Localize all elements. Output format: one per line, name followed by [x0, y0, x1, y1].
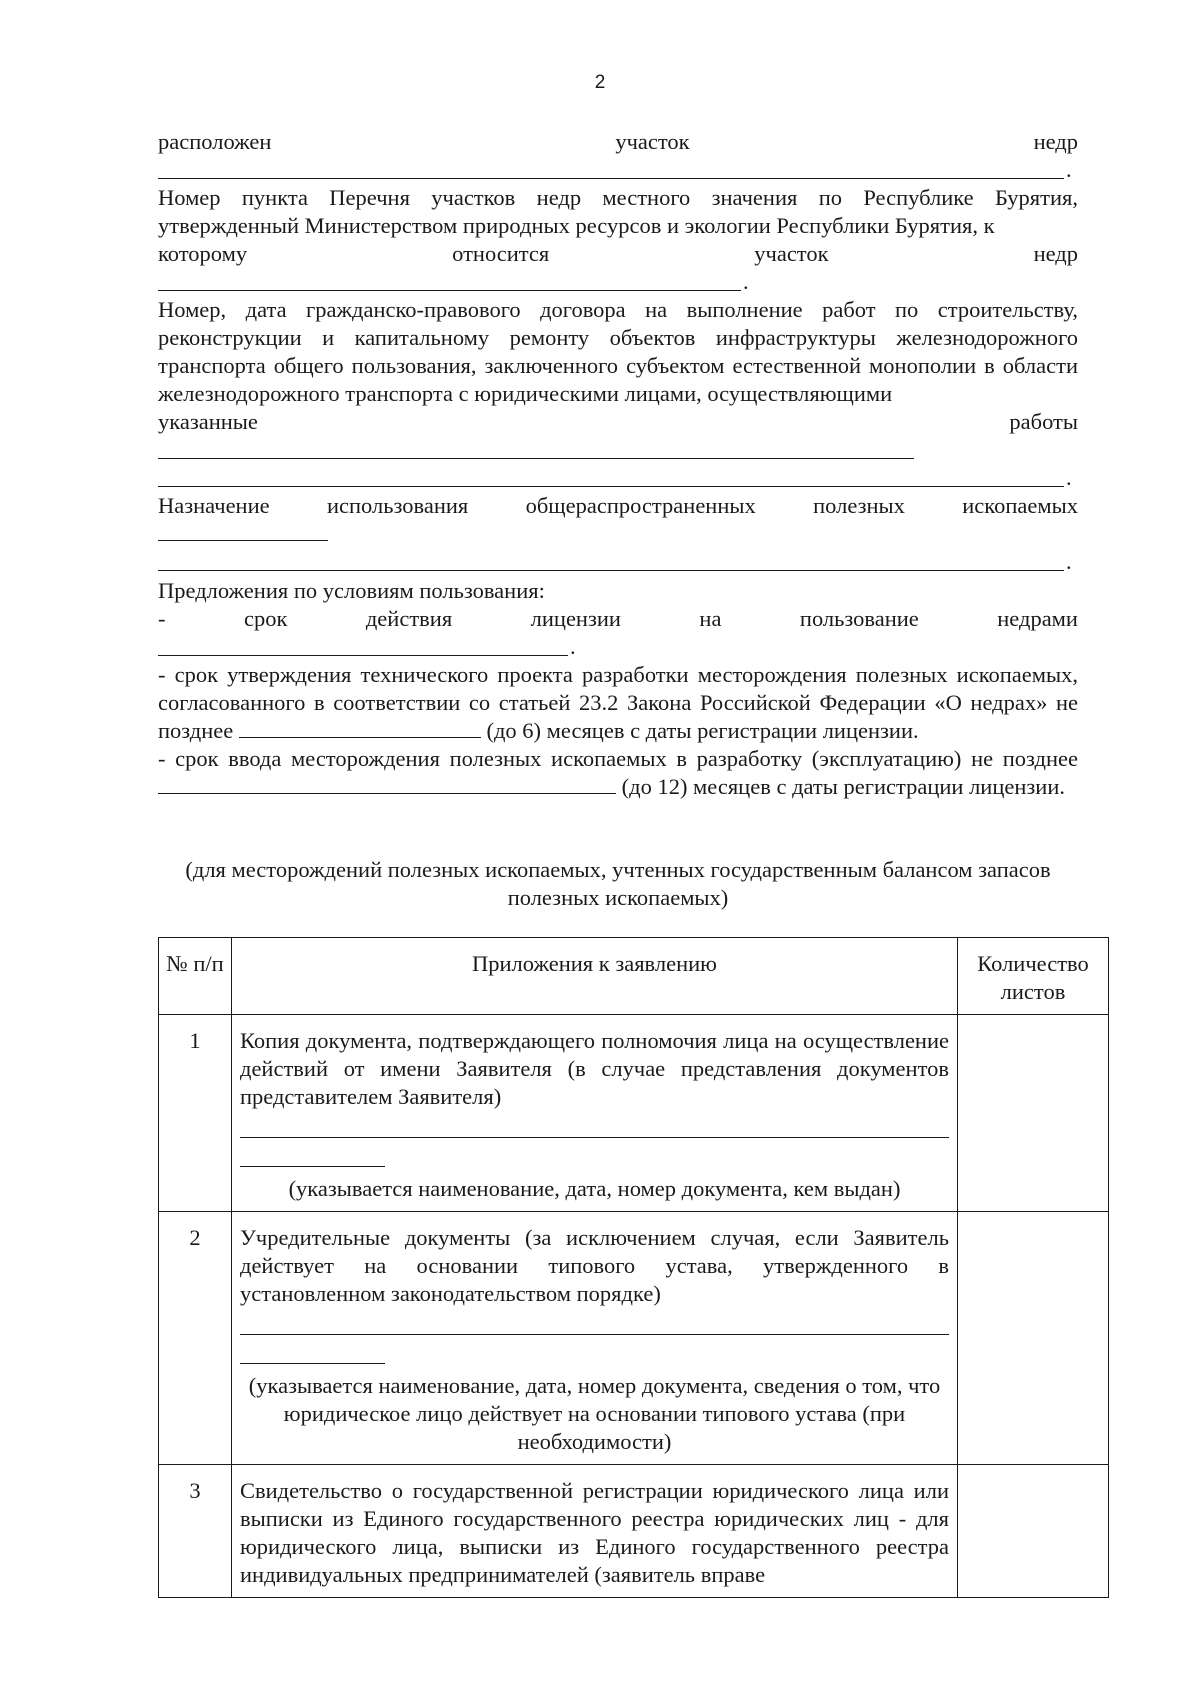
row-content: [232, 1015, 958, 1212]
header-qty: Количество листов: [958, 938, 1109, 1015]
row-num: 1: [159, 1015, 232, 1212]
list-item-paragraph: Номер пункта Перечня участков недр местного значения по Республике Бурятия, утвержденный Министерством природных ресурсов и экологии Республики Бурятия, к: [158, 185, 1078, 238]
row-blank-short[interactable]: [240, 1166, 385, 1167]
row-text: Копия документа, подтверждающего полномочия лица на осуществление действий от имени Заявителя (в случае представления документов представителем Заявителя): [240, 1028, 949, 1109]
location-row: [158, 128, 1078, 184]
word: расположен: [158, 129, 272, 154]
word: участок: [754, 241, 829, 266]
purpose-section: [158, 492, 1078, 576]
word: участок: [615, 129, 690, 154]
tech-project-text-end: (до 6) месяцев с даты регистрации лицензии.: [486, 718, 919, 743]
table-row: [159, 1212, 1109, 1465]
proposals-heading: Предложения по условиям пользования:: [158, 578, 545, 603]
commission-blank[interactable]: [158, 777, 616, 794]
proposals-section: [158, 577, 1078, 801]
location-blank[interactable]: [158, 156, 1078, 184]
period: .: [743, 269, 749, 294]
purpose-blank-1[interactable]: [158, 520, 1078, 548]
word: общераспространенных: [525, 493, 756, 518]
attachments-table: [158, 937, 1109, 1598]
row-note: (указывается наименование, дата, номер документа, кем выдан): [288, 1176, 901, 1201]
word: Назначение: [158, 493, 270, 518]
commission-text-end: (до 12) месяцев с даты регистрации лицензии.: [621, 774, 1066, 799]
word: -: [158, 606, 166, 631]
row-note: (указывается наименование, дата, номер документа, сведения о том, что юридическое лицо действует на основании типового устава (при необходимости): [248, 1373, 941, 1454]
row-qty[interactable]: [958, 1212, 1109, 1465]
tech-project-text: - срок утверждения технического проекта разработки месторождения полезных ископаемых, согласованного в соответствии со статьей 23.2 Закона Российской Федерации «О недрах» не позднее: [158, 662, 1078, 743]
contract-section: [158, 296, 1078, 492]
word: на: [699, 606, 722, 631]
row-num: 2: [159, 1212, 232, 1465]
word: недр: [1033, 129, 1078, 154]
tech-project-paragraph: [158, 661, 1078, 745]
header-num: № п/п: [159, 938, 232, 1015]
row-text: Учредительные документы (за исключением случая, если Заявитель действует на основании типового устава, утвержденного в установленном законодательством порядке): [240, 1225, 949, 1306]
word: полезных: [813, 493, 905, 518]
header-title: Приложения к заявлению: [232, 938, 958, 1015]
word: использования: [326, 493, 469, 518]
period: .: [1066, 465, 1072, 490]
row-blank-short[interactable]: [240, 1363, 385, 1364]
period: .: [570, 634, 576, 659]
word: срок: [243, 606, 288, 631]
word: работы: [1009, 409, 1078, 434]
contract-paragraph: Номер, дата гражданско-правового договора на выполнение работ по строительству, реконструкции и капитальному ремонту объектов инфраструктуры железнодорожного транспорта общего пользования, заключенного субъектом естественной монополии в области железнодорожного транспорта с юридическими лицами, осуществляющими: [158, 297, 1078, 406]
word: действия: [365, 606, 453, 631]
deposits-note: (для месторождений полезных ископаемых, учтенных государственным балансом запасов полезных ископаемых): [185, 857, 1051, 910]
word: пользование: [799, 606, 919, 631]
page-number: 2: [594, 72, 606, 93]
row-qty[interactable]: [958, 1015, 1109, 1212]
word: недр: [1033, 241, 1078, 266]
row-blank-line[interactable]: [240, 1137, 949, 1138]
commission-text: - срок ввода месторождения полезных ископаемых в разработку (эксплуатацию) не позднее: [158, 746, 1078, 771]
commission-paragraph: [158, 745, 1078, 801]
row-content: [232, 1212, 958, 1465]
row-content: [232, 1465, 958, 1598]
period: .: [1066, 157, 1072, 182]
table-row: [159, 1465, 1109, 1598]
table-row: [159, 1015, 1109, 1212]
period: .: [1066, 549, 1072, 574]
contract-blank-1[interactable]: [158, 436, 1078, 464]
word: указанные: [158, 409, 258, 434]
list-item-blank[interactable]: [158, 268, 1078, 296]
row-num: 3: [159, 1465, 232, 1598]
row-text: Свидетельство о государственной регистрации юридического лица или выписки из Единого государственного реестра юридических лиц - для юридического лица, выписки из Единого государственного реестра индивидуальных предпринимателей (заявитель вправе: [240, 1478, 949, 1587]
purpose-blank-2[interactable]: [158, 548, 1078, 576]
table-header-row: [159, 938, 1109, 1015]
word: ископаемых: [962, 493, 1078, 518]
word: которому: [158, 241, 248, 266]
list-item-number-section: [158, 184, 1078, 296]
tech-project-blank[interactable]: [239, 721, 481, 738]
word: лицензии: [530, 606, 621, 631]
row-blank-line[interactable]: [240, 1334, 949, 1335]
word: относится: [452, 241, 550, 266]
contract-blank-2[interactable]: [158, 464, 1078, 492]
license-term-blank[interactable]: [158, 633, 1078, 661]
row-qty[interactable]: [958, 1465, 1109, 1598]
word: недрами: [997, 606, 1078, 631]
